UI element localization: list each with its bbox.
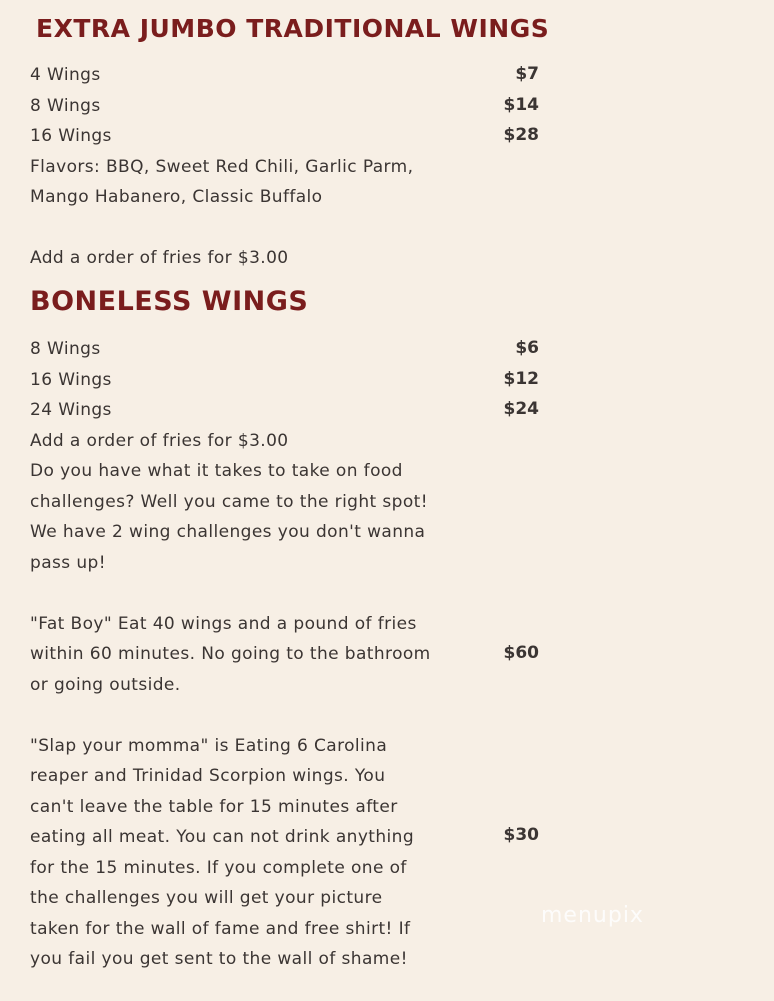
flavors-text: Flavors: BBQ, Sweet Red Chili, Garlic Parm, <box>30 156 414 177</box>
slap-momma-challenge-text: can't leave the table for 15 minutes after <box>30 796 398 817</box>
challenge-intro-text: We have 2 wing challenges you don't wanna <box>30 522 426 542</box>
slap-momma-challenge-text: for the 15 minutes. If you complete one of <box>30 857 407 878</box>
fat-boy-challenge-text: "Fat Boy" Eat 40 wings and a pound of fries <box>30 613 417 634</box>
section-title-boneless-wings: BONELESS WINGS <box>30 286 309 317</box>
fat-boy-challenge-text: or going outside. <box>30 674 181 695</box>
menu-item-price: $28 <box>503 125 539 145</box>
menu-item-name: 24 Wings <box>30 400 112 420</box>
menu-item-name: 8 Wings <box>30 339 101 359</box>
challenge-intro-text: pass up! <box>30 552 106 573</box>
menu-item-price: $6 <box>515 338 539 358</box>
menu-item-name: 4 Wings <box>30 65 101 85</box>
slap-momma-challenge-text: eating all meat. You can not drink anything <box>30 827 415 847</box>
menu-item-name: 8 Wings <box>30 95 101 116</box>
fat-boy-challenge-text: within 60 minutes. No going to the bathroom <box>30 644 431 664</box>
watermark-logo: menupix <box>541 903 644 928</box>
menu-item-name: 16 Wings <box>30 126 112 146</box>
fat-boy-price: $60 <box>503 643 539 663</box>
fries-note: Add a order of fries for $3.00 <box>30 430 289 451</box>
challenge-intro-text: challenges? Well you came to the right spot! <box>30 491 428 512</box>
slap-momma-challenge-text: taken for the wall of fame and free shirt! If <box>30 918 411 939</box>
menu-item-price: $12 <box>503 368 539 389</box>
menu-item-price: $14 <box>503 94 539 115</box>
slap-momma-challenge-text: the challenges you will get your picture <box>30 888 383 908</box>
menu-item-price: $24 <box>503 399 539 419</box>
menu-item-price: $7 <box>515 64 539 84</box>
slap-momma-challenge-text: reaper and Trinidad Scorpion wings. You <box>30 766 386 786</box>
menu-item-name: 16 Wings <box>30 369 112 390</box>
challenge-intro-text: Do you have what it takes to take on food <box>30 461 403 481</box>
flavors-text: Mango Habanero, Classic Buffalo <box>30 187 323 207</box>
slap-momma-challenge-text: "Slap your momma" is Eating 6 Carolina <box>30 735 388 756</box>
slap-momma-price: $30 <box>503 825 539 845</box>
fries-note: Add a order of fries for $3.00 <box>30 248 289 268</box>
slap-momma-challenge-text: you fail you get sent to the wall of shame! <box>30 949 408 969</box>
section-title-traditional-wings: EXTRA JUMBO TRADITIONAL WINGS <box>36 14 550 43</box>
